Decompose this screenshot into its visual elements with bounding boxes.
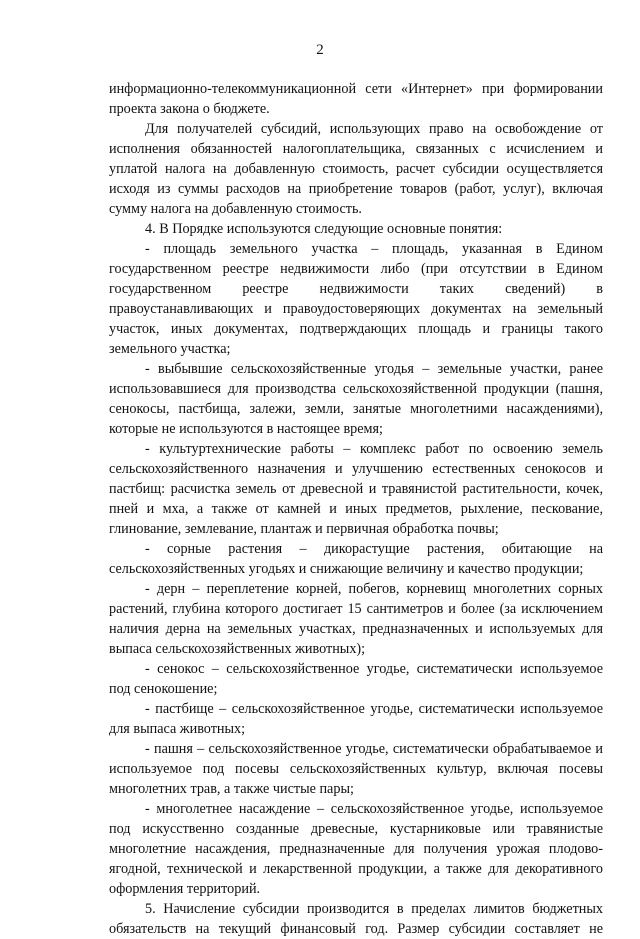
document-body — [109, 79, 603, 939]
paragraph-vat-exemption: Для получателей субсидий, использующих право на освобождение от исполнения обязанностей налогоплательщика, связанных с исчислением и уплатой налога на добавленную стоимость, расчет субсидии осуществляется исходя из суммы расходов на приобретение товаров (работ, услуг), включая сумму налога на добавленную стоимость. — [109, 121, 603, 217]
definition-arable-land: - пашня – сельскохозяйственное угодье, систематически обрабатываемое и используемое под посевы сельскохозяйственных культур, включая посевы многолетних трав, а также чистые пары; — [109, 741, 603, 797]
paragraph-subsidy-accrual: 5. Начисление субсидии производится в пределах лимитов бюджетных обязательств на текущий финансовый год. Размер субсидии составляет не — [109, 901, 603, 937]
definition-perennial-planting: - многолетнее насаждение – сельскохозяйственное угодье, используемое под искусственно созданные древесные, кустарниковые или травянистые многолетние насаждения, предназначенные для получения урожая плодово-ягодной, технической и лекарственной продукции, а также для декоративного оформления территорий. — [109, 801, 603, 897]
definition-reclamation-works: - культуртехнические работы – комплекс работ по освоению земель сельскохозяйственного назначения и улучшению естественных сенокосов и пастбищ: расчистка земель от древесной и травянистой растительности, кочек, пней и мха, а также от камней и иных предметов, рыхление, пескование, глинование, землевание, плантаж и первичная обработка почвы; — [109, 441, 603, 537]
page-number: 2 — [316, 42, 324, 58]
paragraph-definitions-heading: 4. В Порядке используются следующие основные понятия: — [145, 221, 503, 237]
definition-land-area: - площадь земельного участка – площадь, указанная в Едином государственном реестре недвижимости либо (при отсутствии в Едином государственном реестре недвижимости таких сведений) в правоустанавливающих и правоудостоверяющих документах на земельный участок, иных документах, подтверждающих площадь и границы такого земельного участка; — [109, 241, 603, 357]
definition-turf: - дерн – переплетение корней, побегов, корневищ многолетних сорных растений, глубина которого достигает 15 сантиметров и более (за исключением наличия дерна на земельных участках, предназначенных и используемых для выпаса сельскохозяйственных животных); — [109, 581, 603, 657]
definition-retired-farmland: - выбывшие сельскохозяйственные угодья – земельные участки, ранее использовавшиеся для производства сельскохозяйственной продукции (пашня, сенокосы, пастбища, залежи, земли, занятые многолетними насаждениями), которые не используются в настоящее время; — [109, 361, 603, 437]
paragraph-intro-continuation: информационно-телекоммуникационной сети «Интернет» при формировании проекта закона о бюджете. — [109, 81, 603, 117]
definition-weeds: - сорные растения – дикорастущие растения, обитающие на сельскохозяйственных угодьях и снижающие величину и качество продукции; — [109, 541, 603, 577]
definition-hayfield: - сенокос – сельскохозяйственное угодье, систематически используемое под сенокошение; — [109, 661, 603, 697]
definition-pasture: - пастбище – сельскохозяйственное угодье, систематически используемое для выпаса животных; — [109, 701, 603, 737]
